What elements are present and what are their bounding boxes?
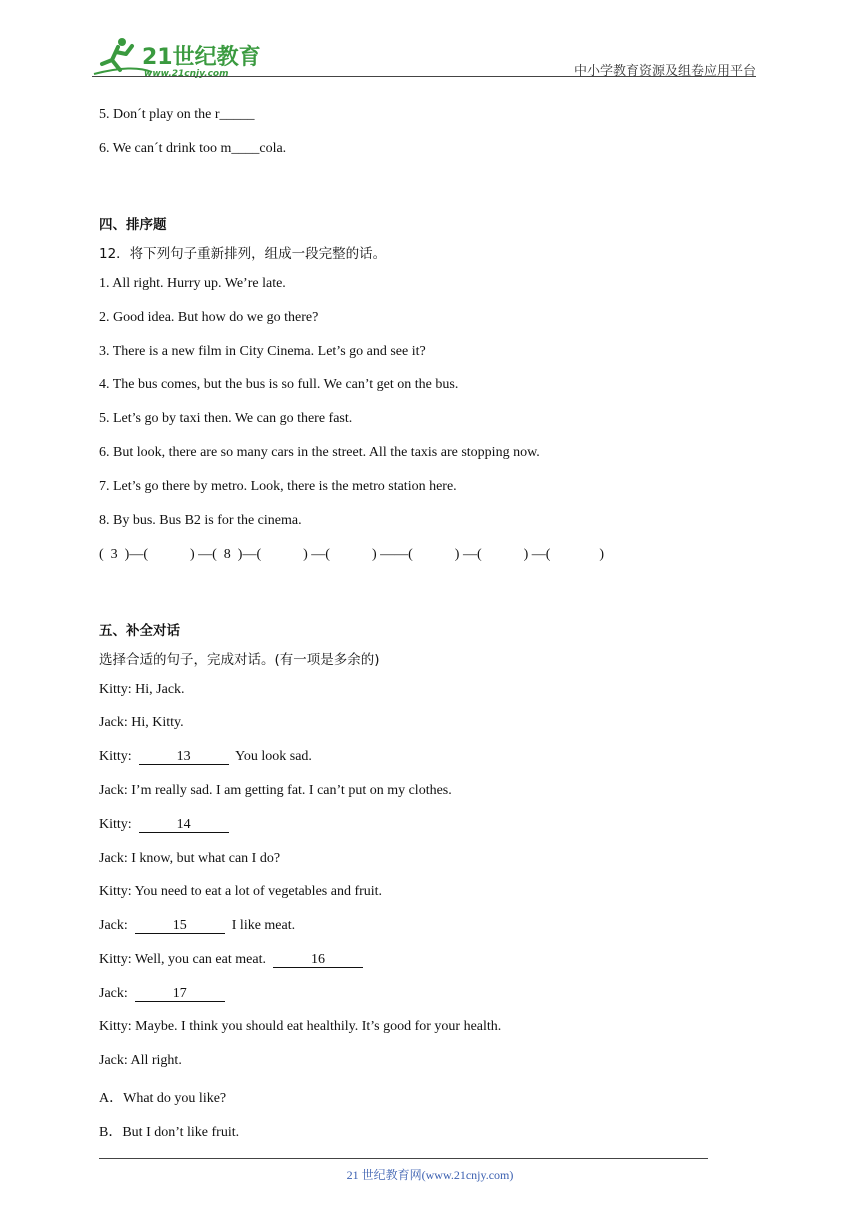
dialog-line — [99, 817, 229, 833]
footer-text: 21 世纪教育网(www.21cnjy.com) — [346, 1168, 514, 1182]
order-answer-line: ( 3 )—( ) —( 8 )—( ) —( ) ——( ) —( ) —( ) — [99, 547, 605, 562]
dialog-line — [99, 918, 295, 934]
dialog-line — [99, 952, 363, 968]
dialog-speaker: Jack: — [99, 918, 135, 933]
dialog-line: Jack: I’m really sad. I am getting fat. I can’t put on my clothes. — [99, 783, 452, 798]
dialog-line — [99, 749, 312, 765]
dialog-line: Jack: Hi, Kitty. — [99, 715, 184, 730]
question-item: 6. We can´t drink too m____cola. — [99, 141, 287, 156]
dialog-line: Kitty: You need to eat a lot of vegetables and fruit. — [99, 884, 383, 899]
dialog-text: You look sad. — [228, 749, 312, 764]
dialog-line: Jack: All right. — [99, 1053, 182, 1068]
question-instruction: 12．将下列句子重新排列，组成一段完整的话。 — [99, 246, 387, 262]
footer-divider — [99, 1158, 708, 1159]
sentence-item: 5. Let’s go by taxi then. We can go there fast. — [99, 411, 353, 426]
section-heading: 五、补全对话 — [99, 623, 180, 639]
sentence-item: 4. The bus comes, but the bus is so full. We can’t get on the bus. — [99, 377, 459, 392]
option-item: B．But I don’t like fruit. — [99, 1125, 240, 1140]
dialog-line — [99, 986, 225, 1002]
dialog-line: Kitty: Hi, Jack. — [99, 682, 185, 697]
sentence-item: 8. By bus. Bus B2 is for the cinema. — [99, 513, 302, 528]
dialog-line: Kitty: Maybe. I think you should eat healthily. It’s good for your health. — [99, 1019, 502, 1034]
answer-blank: 14 — [139, 817, 229, 833]
dialog-text: Kitty: Well, you can eat meat. — [99, 952, 273, 967]
sentence-item: 7. Let’s go there by metro. Look, there is the metro station here. — [99, 479, 457, 494]
dialog-speaker: Kitty: — [99, 817, 139, 832]
dialog-speaker: Jack: — [99, 986, 135, 1001]
section-heading: 四、排序题 — [99, 217, 167, 233]
question-item: 5. Don´t play on the r_____ — [99, 107, 255, 122]
sentence-item: 3. There is a new film in City Cinema. Let’s go and see it? — [99, 344, 426, 359]
svg-text:21世纪教育: 21世纪教育 — [142, 45, 261, 70]
dialog-speaker: Kitty: — [99, 749, 139, 764]
sentence-item: 2. Good idea. But how do we go there? — [99, 310, 319, 325]
answer-blank: 17 — [135, 986, 225, 1002]
answer-blank: 16 — [273, 952, 363, 968]
logo-icon — [92, 34, 262, 78]
dialog-text: I like meat. — [224, 918, 296, 933]
page-header — [92, 30, 756, 80]
answer-blank: 13 — [139, 749, 229, 765]
svg-text:www.21cnjy.com: www.21cnjy.com — [144, 69, 229, 78]
option-item: A．What do you like? — [99, 1091, 227, 1106]
platform-name: 中小学教育资源及组卷应用平台 — [573, 64, 756, 79]
question-instruction: 选择合适的句子，完成对话。(有一项是多余的) — [99, 652, 380, 668]
sentence-item: 1. All right. Hurry up. We’re late. — [99, 276, 286, 291]
header-divider — [92, 76, 756, 77]
sentence-item: 6. But look, there are so many cars in the street. All the taxis are stopping now. — [99, 445, 540, 460]
answer-blank: 15 — [135, 918, 225, 934]
dialog-line: Jack: I know, but what can I do? — [99, 851, 281, 866]
